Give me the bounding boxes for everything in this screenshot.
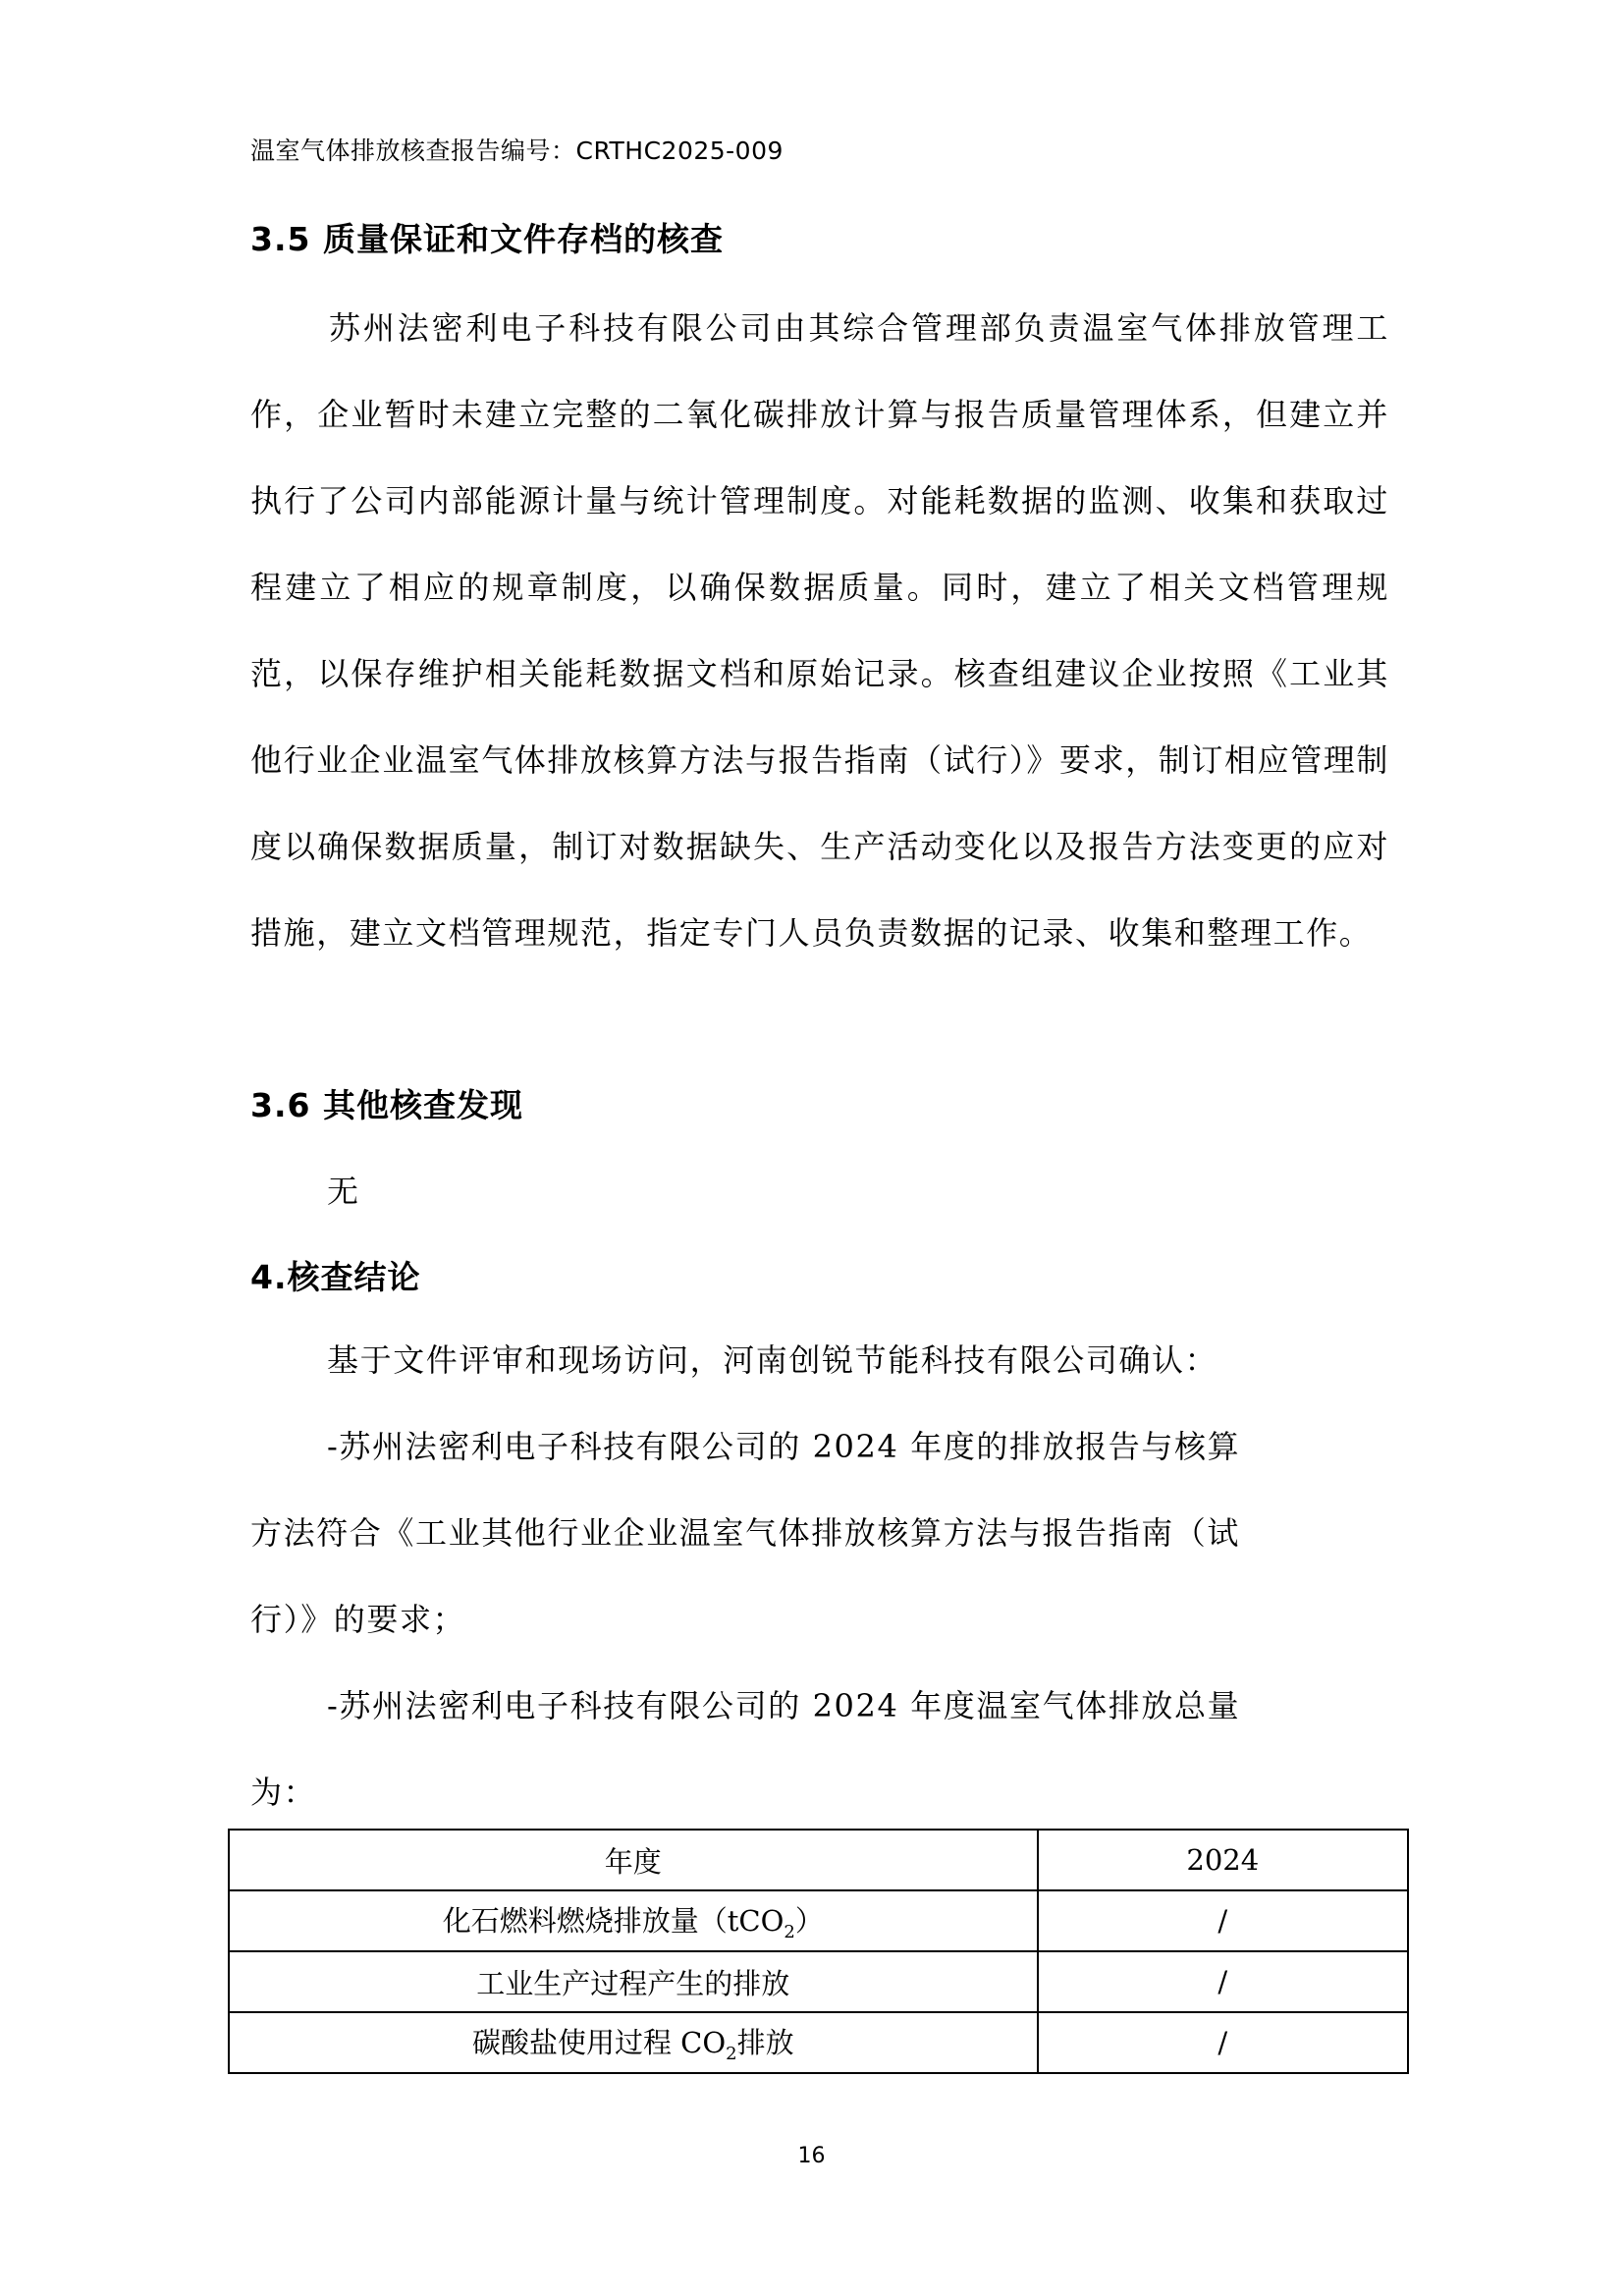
row-value: / (1038, 1890, 1408, 1951)
table-header-year: 2024 (1038, 1830, 1408, 1890)
table-row (229, 1951, 1408, 2012)
section-3-5-body: 苏州法密利电子科技有限公司由其综合管理部负责温室气体排放管理工作，企业暂时未建立完整的二氧化碳排放计算与报告质量管理体系，但建立并执行了公司内部能源计量与统计管理制度。对能耗数据的监测、收集和获取过程建立了相应的规章制度，以确保数据质量。同时，建立了相关文档管理规范，以保存维护相关能耗数据文档和原始记录。核查组建议企业按照《工业其他行业企业温室气体排放核算方法与报告指南（试行）》要求，制订相应管理制度以确保数据质量，制订对数据缺失、生产活动变化以及报告方法变更的应对措施，建立文档管理规范，指定专门人员负责数据的记录、收集和整理工作。 (250, 309, 1390, 952)
row-value: / (1038, 2012, 1408, 2073)
row-label: 碳酸盐使用过程 $CO_2$排放 (229, 2012, 1038, 2073)
table-row (229, 1890, 1408, 1951)
table-header-row (229, 1830, 1408, 1890)
row-label: 化石燃料燃烧排放量（tCO$_2$） (229, 1890, 1038, 1951)
conclusion-point-2-line-1: -苏州法密利电子科技有限公司的 2024 年度温室气体排放总量 (327, 1687, 1241, 1724)
section-3-6-heading: 3.6 其他核查发现 (250, 1086, 523, 1124)
conclusion-point-1-line-3: 行）》的要求； (250, 1601, 466, 1638)
conclusion-point-2-line-2: 为： (250, 1774, 317, 1811)
emissions-table (228, 1829, 1409, 2074)
conclusion-point-1-line-1: -苏州法密利电子科技有限公司的 2024 年度的排放报告与核算 (327, 1428, 1241, 1465)
row-value: / (1038, 1951, 1408, 2012)
conclusion-point-1-line-2: 方法符合《工业其他行业企业温室气体排放核算方法与报告指南（试 (250, 1514, 1241, 1552)
report-number-header: 温室气体排放核查报告编号：CRTHC2025-009 (250, 137, 784, 165)
row-label: 工业生产过程产生的排放 (229, 1951, 1038, 2012)
section-3-5-heading: 3.5 质量保证和文件存档的核查 (250, 220, 724, 258)
table-row (229, 2012, 1408, 2073)
table-header-label: 年度 (229, 1830, 1038, 1890)
section-3-6-body: 无 (327, 1173, 360, 1210)
conclusion-intro: 基于文件评审和现场访问，河南创锐节能科技有限公司确认： (327, 1341, 1218, 1379)
page-number: 16 (797, 2144, 826, 2168)
section-4-heading: 4.核查结论 (250, 1258, 421, 1296)
